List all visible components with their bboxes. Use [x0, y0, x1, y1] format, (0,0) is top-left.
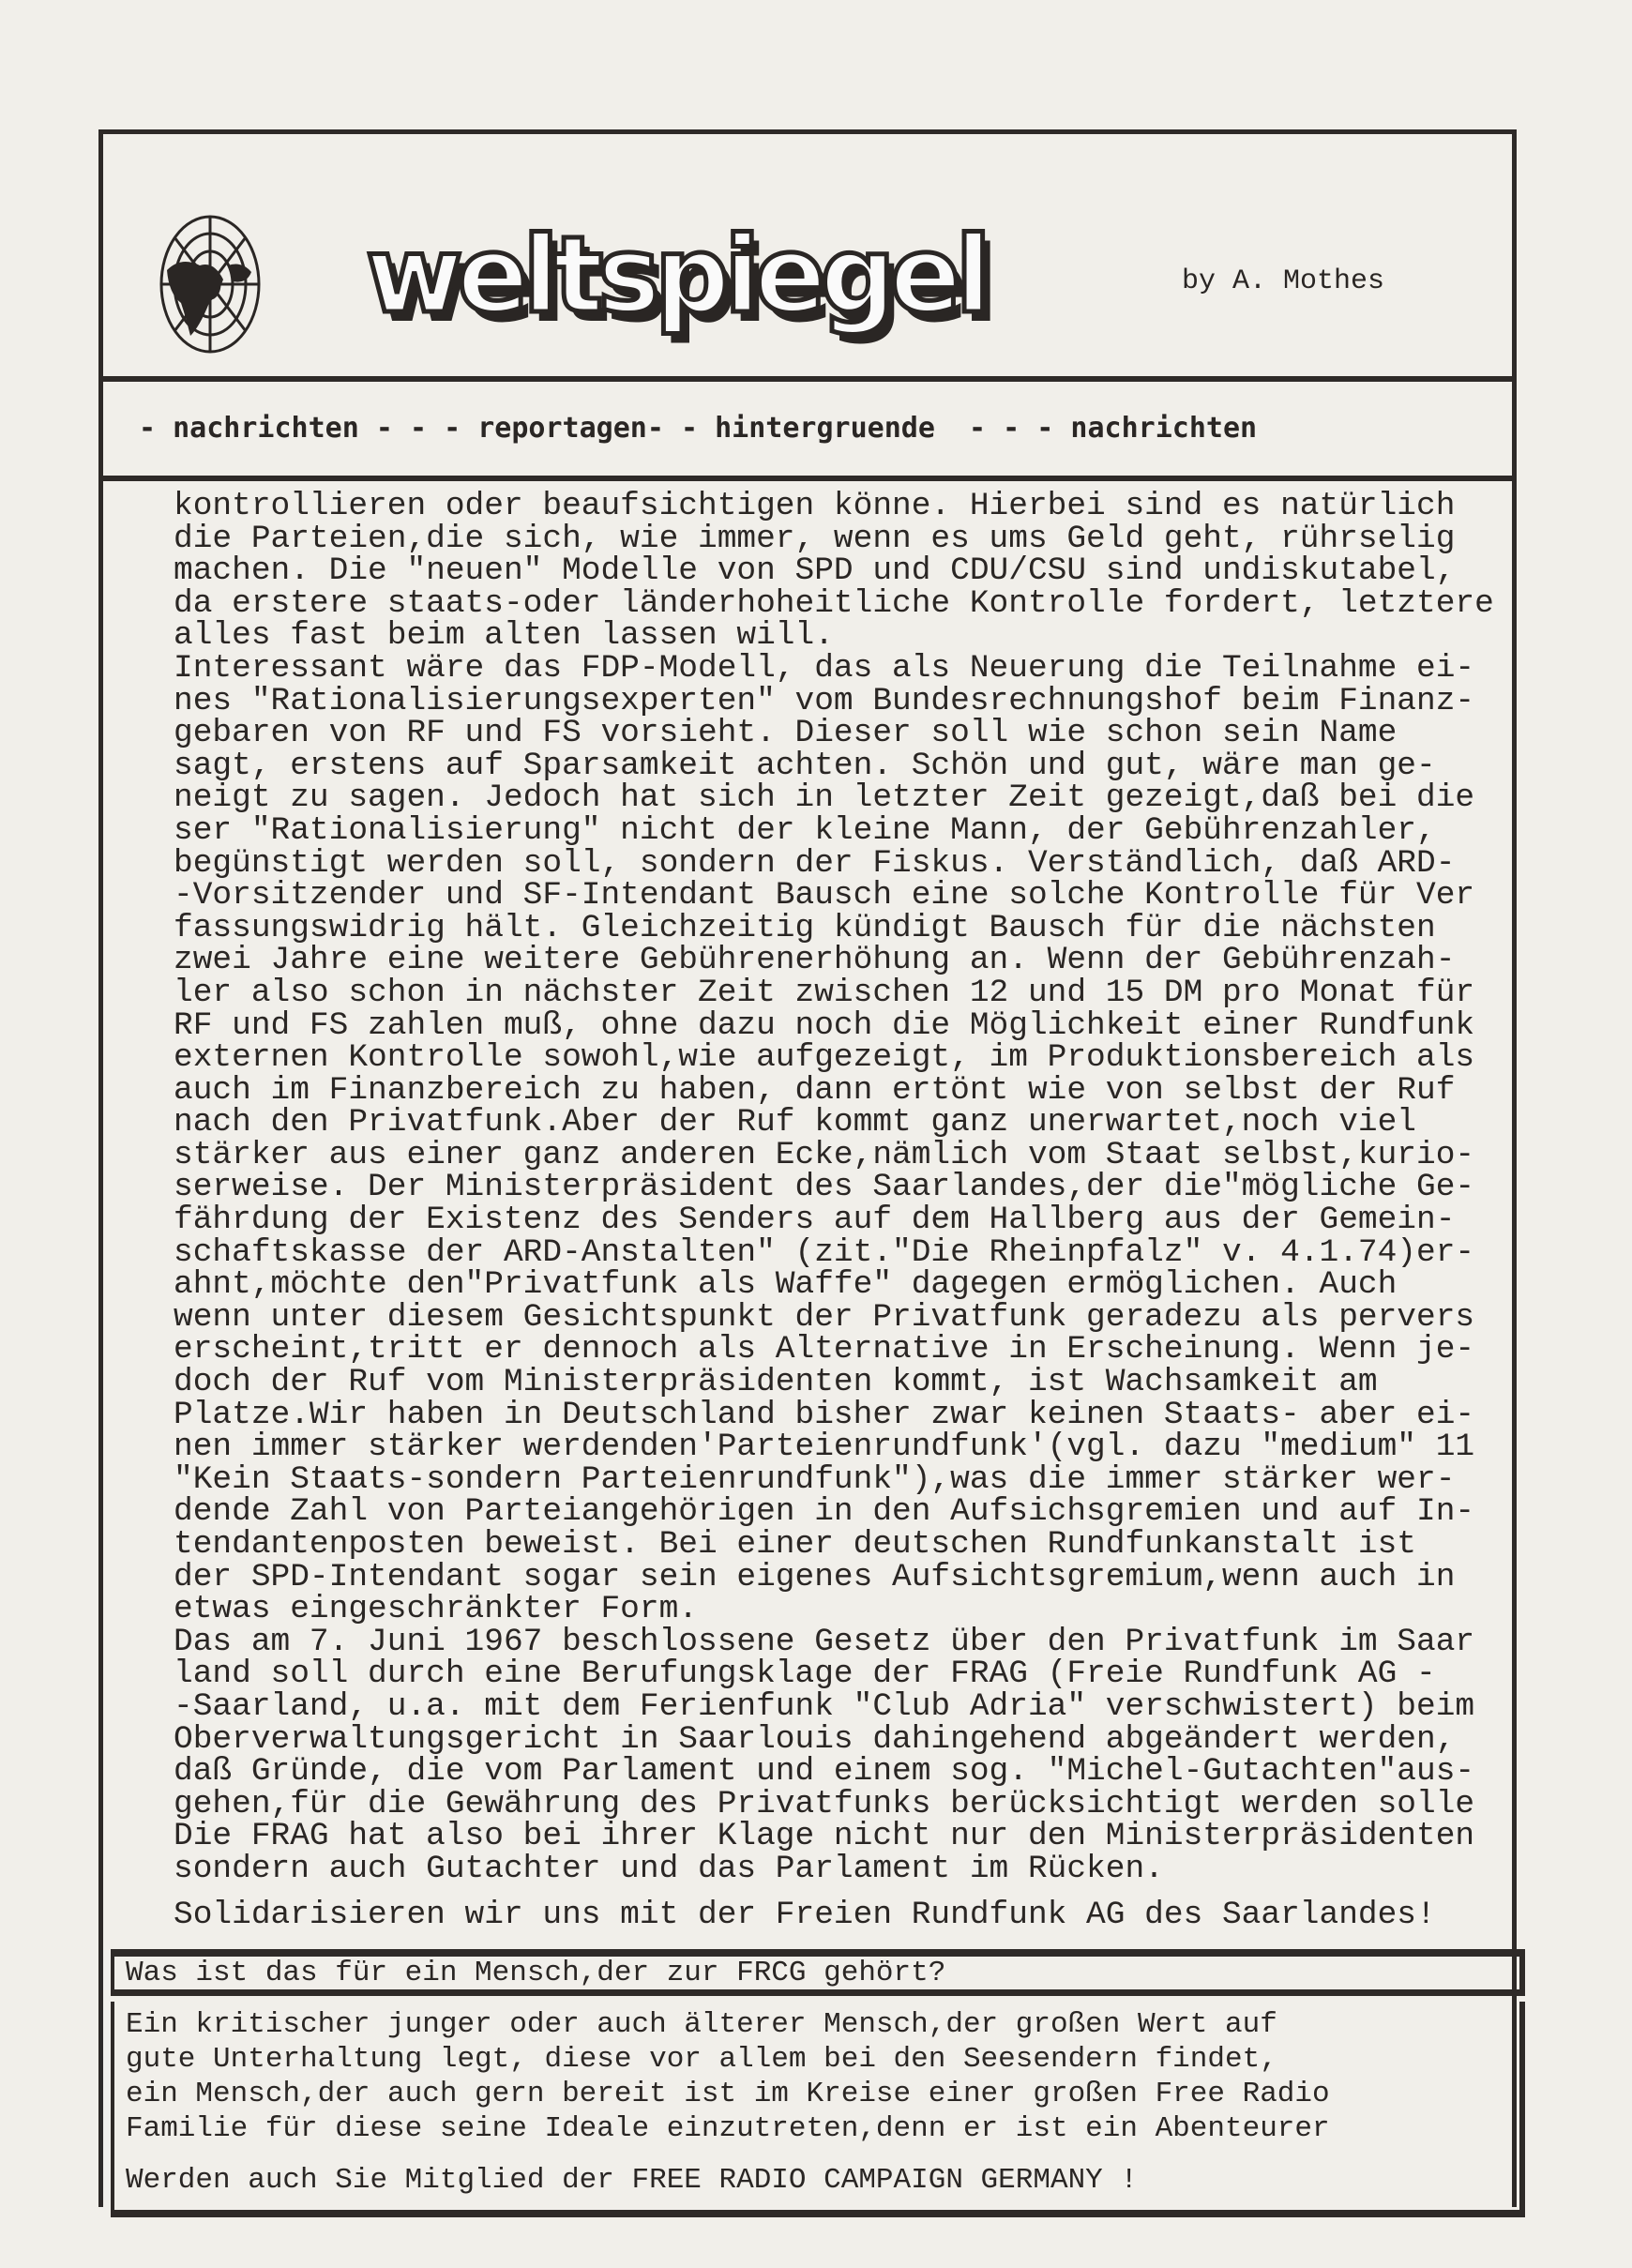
- weltspiegel-logo: weltspiegel: [366, 215, 987, 337]
- article-line: ahnt,möchte den"Privatfunk als Waffe" dagegen ermöglichen. Auch: [174, 1266, 1398, 1304]
- article-line: nach den Privatfunk.Aber der Ruf kommt ganz unerwartet,noch viel: [174, 1104, 1417, 1142]
- answer-line: Familie für diese seine Ideale einzutreten,denn er ist ein Abenteurer: [126, 2112, 1330, 2145]
- article-line: land soll durch eine Berufungsklage der FRAG (Freie Rundfunk AG -: [174, 1656, 1436, 1693]
- article-line: sondern auch Gutachter und das Parlament im Rücken.: [174, 1850, 1164, 1887]
- article-line: stärker aus einer ganz anderen Ecke,nämlich vom Staat selbst,kurio-: [174, 1136, 1475, 1173]
- author-byline: by A. Mothes: [1182, 265, 1385, 297]
- article-line: gehen,für die Gewährung des Privatfunks berücksichtigt werden solle: [174, 1785, 1475, 1822]
- article-line: RF und FS zahlen muß, ohne dazu noch die Möglichkeit einer Rundfunk: [174, 1006, 1475, 1044]
- article-line: schaftskasse der ARD-Anstalten" (zit."Die Rheinpfalz" v. 4.1.74)er-: [174, 1233, 1475, 1271]
- article-line: machen. Die "neuen" Modelle von SPD und CDU/CSU sind undiskutabel,: [174, 552, 1456, 590]
- article-line: tendantenposten beweist. Bei einer deutschen Rundfunkanstalt ist: [174, 1526, 1417, 1563]
- masthead: [103, 134, 1512, 382]
- question-box: [111, 1949, 1525, 1996]
- answer-line: Ein kritischer junger oder auch älterer Mensch,der großen Wert auf: [126, 2008, 1277, 2041]
- article-line: nes "Rationalisierungsexperten" vom Bundesrechnungshof beim Finanz-: [174, 682, 1475, 719]
- article-line: nen immer stärker werdenden'Parteienrundfunk'(vgl. dazu "medium" 11: [174, 1429, 1475, 1466]
- article-line: externen Kontrolle sowohl,wie aufgezeigt, im Produktionsbereich als: [174, 1039, 1475, 1077]
- article-line: fassungswidrig hält. Gleichzeitig kündigt Bausch für die nächsten: [174, 909, 1436, 946]
- answer-line: ein Mensch,der auch gern bereit ist im Kreise einer großen Free Radio: [126, 2078, 1330, 2110]
- tagline-text: - nachrichten - - - reportagen- - hintergruende - - - nachrichten: [139, 412, 1258, 445]
- article-line: "Kein Staats-sondern Parteienrundfunk"),was die immer stärker wer-: [174, 1460, 1456, 1498]
- article-line: daß Gründe, die vom Parlament und einem sog. "Michel-Gutachten"aus-: [174, 1753, 1475, 1791]
- section-tagline: [103, 382, 1512, 481]
- article-line: begünstigt werden soll, sondern der Fiskus. Verständlich, daß ARD-: [174, 844, 1456, 882]
- call-to-action: Werden auch Sie Mitglied der FREE RADIO CAMPAIGN GERMANY !: [126, 2164, 1138, 2197]
- article-line: da erstere staats-oder länderhoheitliche Kontrolle fordert, letztere: [174, 584, 1494, 622]
- article-body: [174, 488, 1524, 1933]
- answer-text: [126, 2007, 1330, 2146]
- article-line: etwas eingeschränkter Form.: [174, 1591, 698, 1628]
- globe-icon: [158, 214, 263, 355]
- answer-box: [111, 2002, 1525, 2217]
- article-line: -Vorsitzender und SF-Intendant Bausch eine solche Kontrolle für Ver: [174, 877, 1475, 915]
- article-line: dende Zahl von Parteiangehörigen in den Aufsichsgremien und auf In-: [174, 1493, 1475, 1531]
- article-line: -Saarland, u.a. mit dem Ferienfunk "Club Adria" verschwistert) beim: [174, 1687, 1475, 1725]
- article-line: Interessant wäre das FDP-Modell, das als Neuerung die Teilnahme ei-: [174, 649, 1475, 687]
- article-line: ler also schon in nächster Zeit zwischen 12 und 15 DM pro Monat für: [174, 974, 1475, 1011]
- article-line: Platze.Wir haben in Deutschland bisher zwar keinen Staats- aber ei-: [174, 1396, 1475, 1433]
- question-text: Was ist das für ein Mensch,der zur FRCG gehört?: [126, 1957, 946, 1989]
- article-line: fährdung der Existenz des Senders auf dem Hallberg aus der Gemein-: [174, 1202, 1456, 1239]
- article-line: auch im Finanzbereich zu haben, dann ertönt wie von selbst der Ruf: [174, 1071, 1456, 1109]
- answer-line: gute Unterhaltung legt, diese vor allem bei den Seesendern findet,: [126, 2043, 1277, 2076]
- article-frame: [98, 129, 1517, 2207]
- article-line: doch der Ruf vom Ministerpräsidenten kommt, ist Wachsamkeit am: [174, 1364, 1378, 1401]
- closing-appeal: Solidarisieren wir uns mit der Freien Rundfunk AG des Saarlandes!: [174, 1896, 1436, 1933]
- article-line: zwei Jahre eine weitere Gebührenerhöhung an. Wenn der Gebührenzah-: [174, 942, 1456, 979]
- article-line: erscheint,tritt er dennoch als Alternative in Erscheinung. Wenn je-: [174, 1331, 1475, 1368]
- article-line: Die FRAG hat also bei ihrer Klage nicht nur den Ministerpräsidenten: [174, 1818, 1475, 1855]
- article-line: kontrollieren oder beaufsichtigen könne. Hierbei sind es natürlich: [174, 488, 1456, 524]
- article-line: sagt, erstens auf Sparsamkeit achten. Schön und gut, wäre man ge-: [174, 747, 1436, 784]
- article-line: wenn unter diesem Gesichtspunkt der Privatfunk geradezu als pervers: [174, 1298, 1475, 1336]
- article-line: Oberverwaltungsgericht in Saarlouis dahingehend abgeändert werden,: [174, 1720, 1456, 1758]
- article-line: alles fast beim alten lassen will.: [174, 617, 834, 655]
- article-line: serweise. Der Ministerpräsident des Saarlandes,der die"mögliche Ge-: [174, 1169, 1475, 1206]
- article-line: neigt zu sagen. Jedoch hat sich in letzter Zeit gezeigt,daß bei die: [174, 779, 1475, 817]
- article-line: die Parteien,die sich, wie immer, wenn es ums Geld geht, rührselig: [174, 520, 1456, 557]
- article-line: ser "Rationalisierung" nicht der kleine Mann, der Gebührenzahler,: [174, 811, 1436, 849]
- article-line: der SPD-Intendant sogar sein eigenes Aufsichtsgremium,wenn auch in: [174, 1558, 1456, 1595]
- article-line: gebaren von RF und FS vorsieht. Dieser soll wie schon sein Name: [174, 715, 1398, 752]
- article-line: Das am 7. Juni 1967 beschlossene Gesetz über den Privatfunk im Saar: [174, 1623, 1475, 1660]
